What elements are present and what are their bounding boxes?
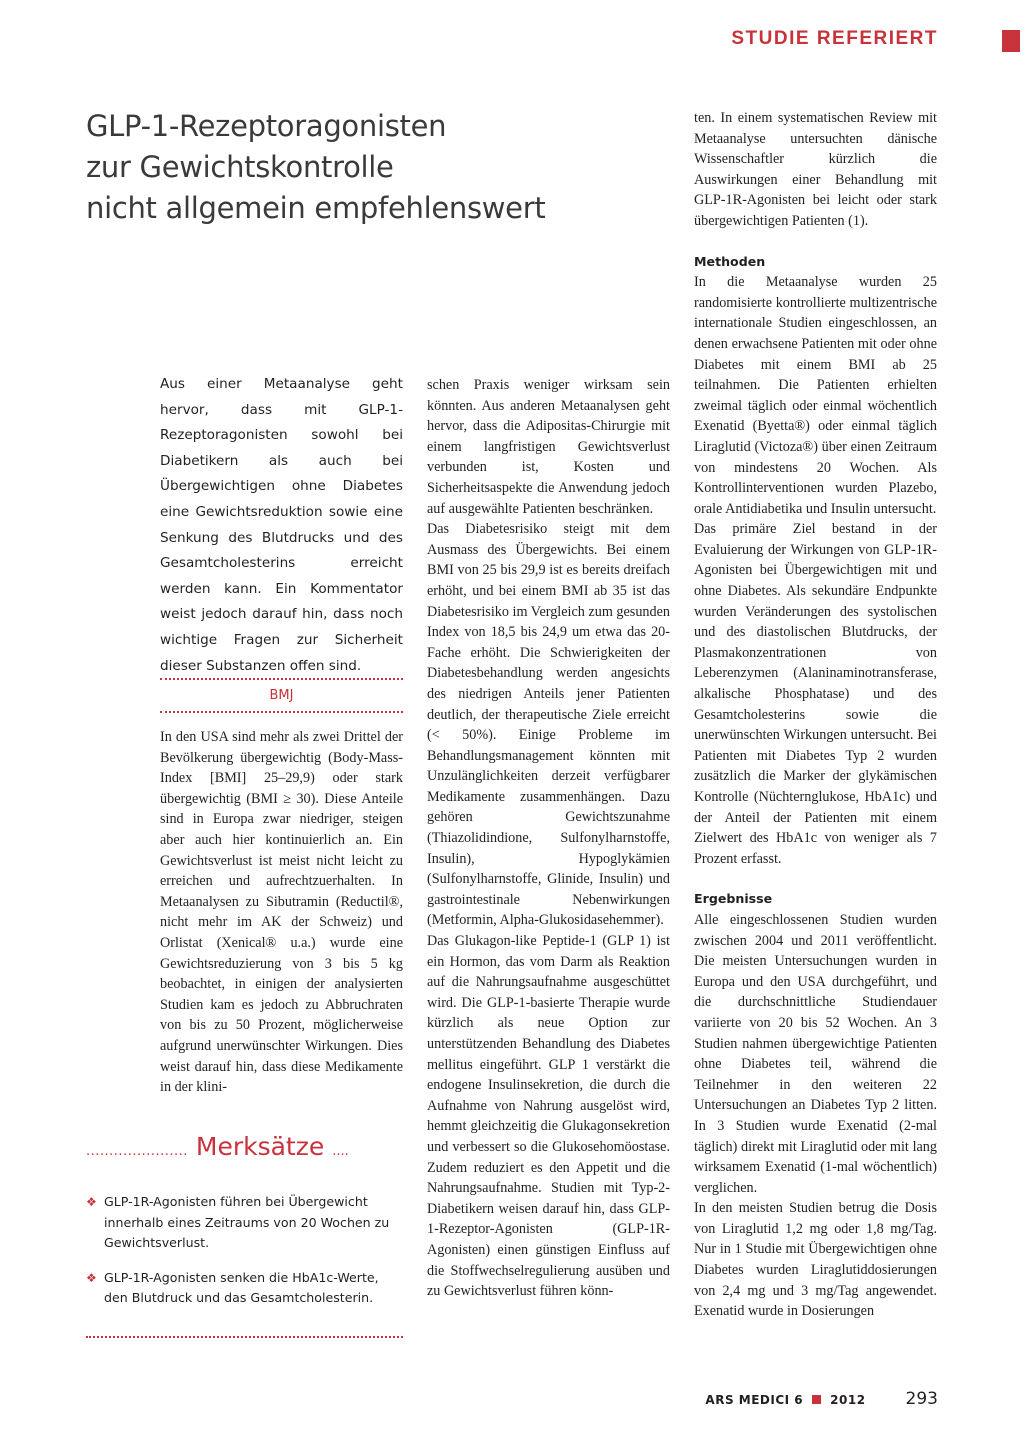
- page-footer: [705, 1389, 938, 1409]
- merksatz-text: GLP-1R-Agonisten führen bei Übergewicht innerhalb eines Zeitraums von 20 Wochen zu Gewichtsverlust.: [104, 1194, 390, 1251]
- body-paragraph: In die Metaanalyse wurden 25 randomisierte kontrollierte multizentrische internationale Studien eingeschlossen, an denen erwachsene Patienten mit oder ohne Diabetes mit einem BMI ab 25 teilnahmen. Die Patienten erhielten zweimal täglich oder einmal wöchentlich Exenatid (Byetta®) oder einmal täglich Liraglutid (Victoza®) über einen Zeitraum von mindestens 20 Wochen. Als Kontrollinterventionen wurden Plazebo, orale Antidiabetika und Insulin untersucht.: [694, 274, 937, 517]
- section-marker-square: [1002, 30, 1020, 52]
- list-item: [86, 1268, 403, 1309]
- diamond-bullet-icon: ❖: [86, 1270, 97, 1285]
- merksaetze-list: [86, 1192, 403, 1323]
- article-lead: Aus einer Metaanalyse geht hervor, dass mit GLP-1-Rezeptoragonisten sowohl bei Diabetikern als auch bei Übergewichtigen ohne Diabetes eine Gewichtsreduktion sowie eine Senkung des Blutdrucks und des Gesamtcholesterins erreicht werden kann. Ein Kommentator weist jedoch darauf hin, dass noch wichtige Fragen zur Sicherheit dieser Substanzen offen sind.: [160, 376, 403, 674]
- body-paragraph: In den USA sind mehr als zwei Drittel der Bevölkerung übergewichtig (Body-Mass-Index [BMI] 25–29,9) oder stark übergewichtig (BMI ≥ 30). Diese Anteile sind in Europa zwar niedriger, steigen aber auch hier kontinuierlich an. Ein Gewichtsverlust ist meist nicht leicht zu erreichen und aufrechtzuerhalten. In Metaanalysen zu Sibutramin (Reductil®, nicht mehr im AK der Schweiz) und Orlistat (Xenical® u.a.) wurde eine Gewichtsreduzierung von 3 bis 5 kg beobachtet, in einigen der analysierten Studien kam es jedoch zu Abbruchraten von bis zu 50 Prozent, möglicherweise aufgrund unerwünschter Wirkungen. Dies weist darauf hin, dass diese Medikamente in der klini-: [160, 729, 403, 1096]
- page-number: 293: [905, 1389, 938, 1409]
- merksatz-text: GLP-1R-Agonisten senken die HbA1c-Werte, den Blutdruck und das Gesamtcholesterin.: [104, 1269, 379, 1306]
- merksaetze-divider: [86, 1336, 403, 1338]
- list-item: [86, 1192, 403, 1254]
- body-paragraph: schen Praxis weniger wirksam sein könnten. Aus anderen Metaanalysen geht hervor, dass die Adipositas-Chirurgie mit einem langfristigen Gewichtsverlust verbunden ist, Kosten und Sicherheitsaspekte die Anwendung jedoch auf ausgewählte Patienten beschränken.: [427, 377, 670, 517]
- footer-square-icon: [812, 1395, 821, 1404]
- methods-heading: Methoden: [694, 253, 766, 269]
- diamond-bullet-icon: ❖: [86, 1195, 97, 1209]
- merksaetze-title: Merksätze: [195, 1132, 325, 1161]
- body-paragraph: In den meisten Studien betrug die Dosis von Liraglutid 1,2 mg oder 1,8 mg/Tag. Nur in 1 Studie mit Übergewichtigen ohne Diabetes wurden Liraglutiddosierungen von 2,4 mg und 3 mg/Tag angewendet. Exenatid wurde in Dosierungen: [694, 1200, 937, 1320]
- body-paragraph: Das primäre Ziel bestand in der Evaluierung der Wirkungen von GLP-1R-Agonisten bei Übergewichtigen mit und ohne Diabetes. Als sekundäre Endpunkte wurden Veränderungen des systolischen und des diastolischen Blutdrucks, der Plasmakonzentrationen von Leberenzymen (Alaninaminotransferase, alkalische Phosphatase) und des Gesamtcholesterins sowie die unerwünschten Wirkungen untersucht. Bei Patienten mit Diabetes Typ 2 wurden zusätzlich die Marker der glykämischen Kontrolle (Nüchternglukose, HbA1c) und der Anteil der Patienten mit einem Zielwert des HbA1c von weniger als 7 Prozent erfasst.: [694, 521, 937, 867]
- title-line: nicht allgemein empfehlenswert: [86, 191, 546, 225]
- body-paragraph: Das Diabetesrisiko steigt mit dem Ausmass des Übergewichts. Bei einem BMI von 25 bis 29,9 ist es bereits dreifach erhöht, und bei einem BMI ab 35 ist das Diabetesrisiko im Vergleich zum gesunden Index von 18,5 bis 24,9 um etwa das 20-Fache erhöht. Die Schwierigkeiten der Diabetesbehandlung werden angesichts des niedrigen Anteils jener Patienten deutlich, der therapeutische Ziele erreicht (< 50%). Einige Probleme im Behandlungsmanagement könnten mit Unzulänglichkeiten derzeit verfügbarer Medikamente zusammenhängen. Dazu gehören Gewichtszunahme (Thiazolidindione, Sulfonylharnstoffe, Insulin), Hypoglykämien (Sulfonylharnstoffe, Glinide, Insulin) und gastrointestinale Nebenwirkungen (Metformin, Alpha-Glukosidasehemmer).: [427, 521, 670, 929]
- results-heading: Ergebnisse: [694, 891, 773, 907]
- article-title: [86, 106, 646, 229]
- journal-year: 2012: [830, 1393, 866, 1407]
- title-line: zur Gewichtskontrolle: [86, 150, 394, 184]
- title-line: GLP-1-Rezeptoragonisten: [86, 109, 447, 143]
- section-label: STUDIE REFERIERT: [731, 28, 938, 49]
- source-divider-bottom: [160, 711, 403, 713]
- column-right: [694, 108, 937, 1322]
- merksaetze-dots-right: ....: [332, 1144, 349, 1159]
- journal-name: ARS MEDICI 6: [705, 1393, 804, 1407]
- body-paragraph: Alle eingeschlossenen Studien wurden zwischen 2004 und 2011 veröffentlicht. Die meisten Untersuchungen wurden in Europa und den USA durchgeführt, und die durchschnittliche Studiendauer variierte von 20 bis 52 Wochen. An 3 Studien nahmen übergewichtige Patienten ohne Diabetes teil, während die Teilnehmer in den weiteren 22 Untersuchungen an Diabetes Typ 2 litten. In 3 Studien wurde Exenatid (2-mal täglich) direkt mit Liraglutid oder mit lang wirksamem Exenatid (1-mal wöchentlich) verglichen.: [694, 911, 937, 1196]
- column-left: [160, 727, 403, 1098]
- body-paragraph: ten. In einem systematischen Review mit Metaanalyse untersuchten dänische Wissenschaftler kürzlich die Auswirkungen einer Behandlung mit GLP-1R-Agonisten bei leicht oder stark übergewichtigen Patienten (1).: [694, 110, 937, 229]
- source-divider-top: [160, 678, 403, 680]
- merksaetze-heading: [86, 1130, 403, 1169]
- source-label: BMJ: [269, 688, 294, 703]
- column-middle: [427, 375, 670, 1302]
- body-paragraph: Das Glukagon-like Peptide-1 (GLP 1) ist ein Hormon, das vom Darm als Reaktion auf die Nahrungsaufnahme ausgeschüttet wird. Die GLP-1-basierte Therapie wurde kürzlich als neue Option zur unterstützenden Behandlung des Diabetes mellitus eingeführt. GLP 1 verstärkt die endogene Insulinsekretion, die durch die Aufnahme von Nahrung ausgelöst wird, hemmt gleichzeitig die Glukagonsekretion und verbessert so die Glukosehomöostase. Zudem reduziert es den Appetit und die Nahrungsaufnahme. Studien mit Typ-2-Diabetikern weisen darauf hin, dass GLP-1-Rezeptor-Agonisten (GLP-1R-Agonisten) einen günstigen Einfluss auf die Stoffwechselregulierung ausüben und zu Gewichtsverlust führen könn-: [427, 933, 670, 1300]
- merksaetze-dots-left: ......................: [86, 1144, 188, 1159]
